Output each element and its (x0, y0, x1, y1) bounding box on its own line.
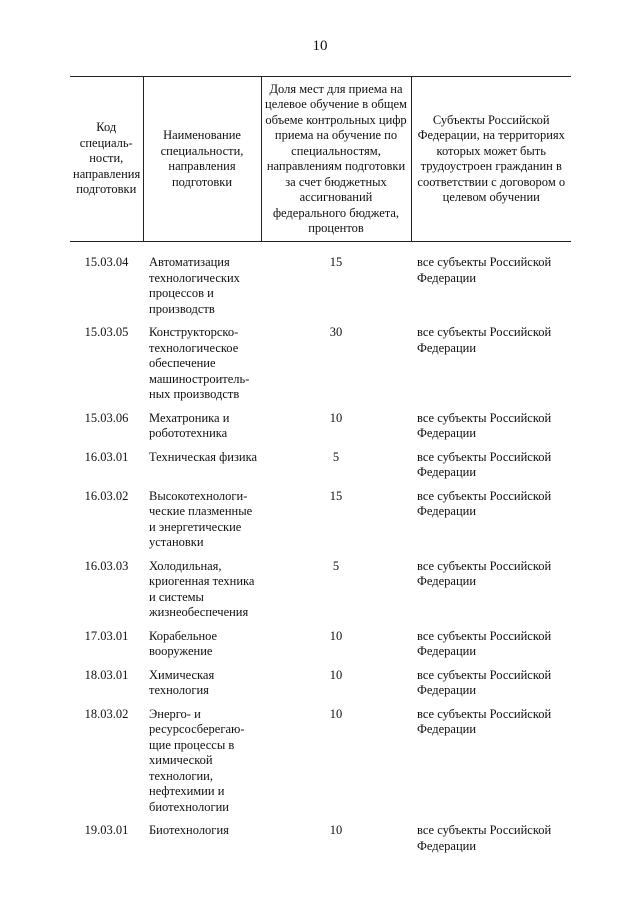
cell-share: 30 (329, 325, 343, 339)
page-number: 10 (312, 38, 328, 54)
cell-name: Высокотехнологи-ческие плазменные и энергетические установки (149, 488, 253, 549)
cell-subjects: все субъекты Российской Федерации (417, 488, 552, 518)
header-row (70, 77, 571, 242)
cell-code: 19.03.01 (84, 823, 129, 837)
cell-subjects: все субъекты Российской Федерации (417, 325, 552, 355)
cell-subjects: все субъекты Российской Федерации (417, 558, 552, 588)
header-code: Код специаль-ности, направления подготовки (73, 120, 141, 197)
cell-name: Автоматизация технологических процессов и производств (149, 255, 240, 316)
cell-subjects: все субъекты Российской Федерации (417, 255, 552, 285)
table-row (70, 668, 571, 707)
cell-name: Холодильная, криогенная техника и системы жизнеобеспечения (149, 558, 255, 619)
cell-code: 15.03.05 (84, 325, 129, 339)
cell-name: Химическая технология (149, 667, 215, 697)
cell-share: 10 (329, 823, 343, 837)
cell-name: Мехатроника и робототехника (149, 410, 230, 440)
cell-name: Техническая физика (149, 449, 258, 464)
cell-code: 16.03.03 (84, 558, 129, 573)
header-share: Доля мест для приема на целевое обучение в общем объеме контрольных цифр приема на обучение по специальностям, направлениям подготовки за счет бюджетных ассигнований федерального бюджета, процентов (261, 77, 411, 242)
cell-share: 15 (329, 255, 343, 269)
cell-name: Энерго- и ресурсосберегаю-щие процессы в химической технологии, нефтехимии и биотехнологии (149, 706, 245, 814)
cell-share: 15 (329, 488, 343, 503)
table-row (70, 450, 571, 489)
cell-share: 5 (332, 558, 340, 573)
cell-share: 10 (329, 706, 343, 721)
cell-code: 17.03.01 (84, 628, 129, 643)
cell-code: 18.03.02 (84, 706, 129, 721)
table-row (70, 823, 571, 862)
cell-subjects: все субъекты Российской Федерации (417, 706, 552, 736)
cell-code: 16.03.01 (84, 449, 129, 464)
cell-share: 10 (329, 410, 343, 425)
cell-subjects: все субъекты Российской Федерации (417, 823, 552, 853)
targeted-admission-table-container (70, 76, 571, 862)
header-name: Наименование специальности, направления подготовки (143, 77, 261, 242)
targeted-admission-table (70, 76, 571, 862)
table-row (70, 707, 571, 824)
cell-subjects: все субъекты Российской Федерации (417, 667, 552, 697)
table-row (70, 559, 571, 629)
cell-name: Биотехнология (149, 823, 229, 837)
table-row (70, 411, 571, 450)
header-subjects: Субъекты Российской Федерации, на территориях которых может быть трудоустроен гражданин в соответствии с договором о целевом обучении (411, 77, 571, 242)
cell-code: 15.03.04 (84, 255, 129, 269)
table-body (70, 242, 571, 863)
cell-share: 10 (329, 628, 343, 643)
cell-share: 5 (332, 449, 340, 464)
table-header (70, 77, 571, 242)
cell-subjects: все субъекты Российской Федерации (417, 449, 552, 479)
cell-subjects: все субъекты Российской Федерации (417, 628, 552, 658)
cell-name: Конструкторско-технологическое обеспечение машиностроитель-ных производств (149, 325, 250, 401)
table-row (70, 489, 571, 559)
table-row (70, 242, 571, 326)
table-row (70, 325, 571, 411)
cell-name: Корабельное вооружение (149, 628, 218, 658)
cell-code: 16.03.02 (84, 488, 129, 503)
cell-code: 15.03.06 (84, 410, 129, 425)
cell-share: 10 (329, 667, 343, 682)
cell-subjects: все субъекты Российской Федерации (417, 410, 552, 440)
cell-code: 18.03.01 (84, 667, 129, 682)
table-row (70, 629, 571, 668)
